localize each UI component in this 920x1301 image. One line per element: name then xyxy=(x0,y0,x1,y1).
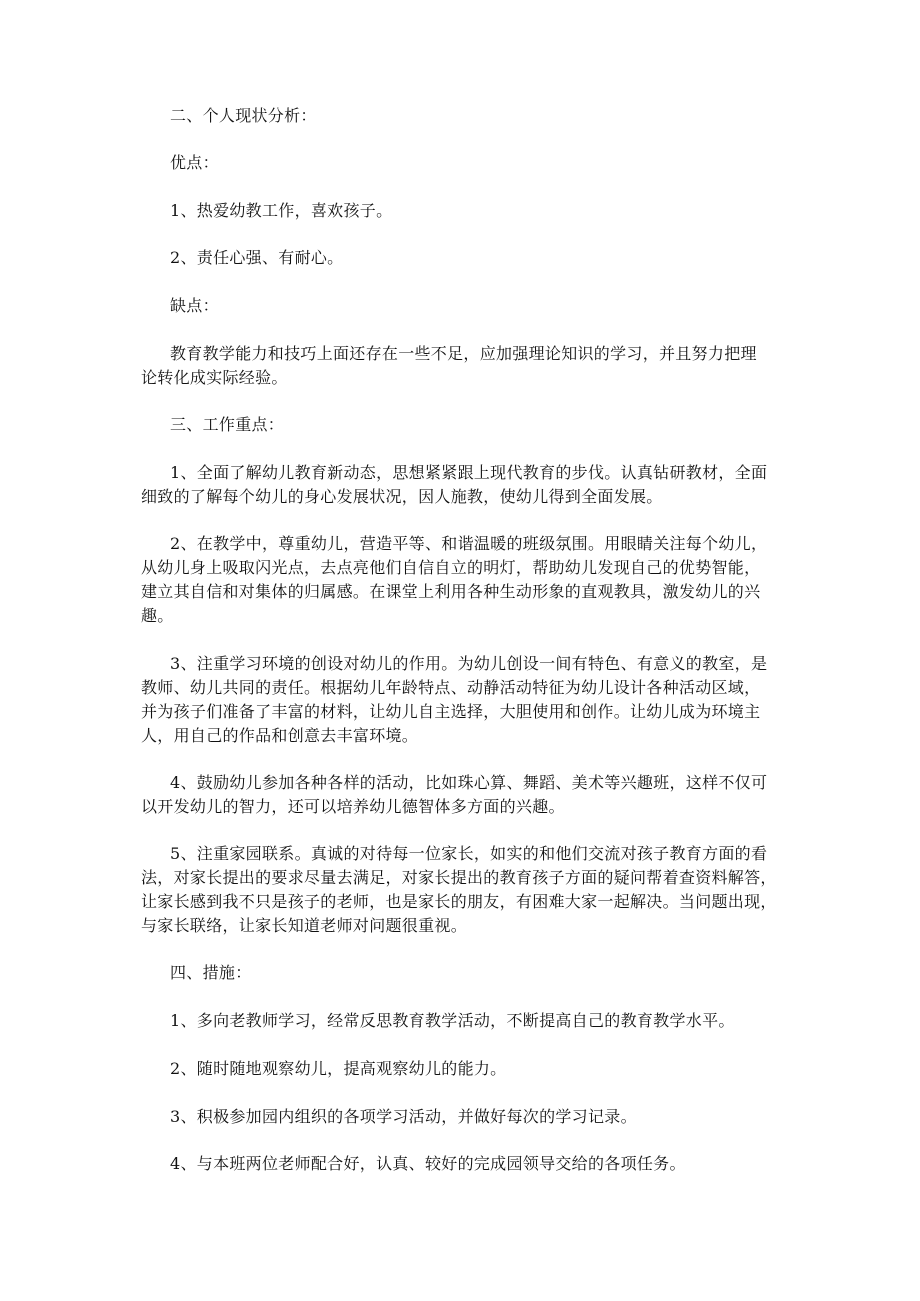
section-heading-personal-analysis: 二、个人现状分析： xyxy=(170,106,317,125)
focus-item-1: 1、全面了解幼儿教育新动态，思想紧紧跟上现代教育的步伐。认真钻研教材，全面 细致的了解每个幼儿的身心发展状况，因人施教，使幼儿得到全面发展。 xyxy=(141,463,768,506)
weaknesses-label: 缺点： xyxy=(170,296,219,315)
focus-item-3: 3、注重学习环境的创设对幼儿的作用。为幼儿创设一间有特色、有意义的教室，是 教师、幼儿共同的责任。根据幼儿年龄特点、动静活动特征为幼儿设计各种活动区域， 并为孩子们准备了丰富的材料，让幼儿自主选择，大胆使用和创作。让幼儿成为环境主 人，用自己的作品和创意去丰富环境。 xyxy=(141,654,768,745)
focus-item-4: 4、鼓励幼儿参加各种各样的活动，比如珠心算、舞蹈、美术等兴趣班，这样不仅可 以开发幼儿的智力，还可以培养幼儿德智体多方面的兴趣。 xyxy=(141,773,768,816)
focus-item-5: 5、注重家园联系。真诚的对待每一位家长，如实的和他们交流对孩子教育方面的看 法，对家长提出的要求尽量去满足，对家长提出的教育孩子方面的疑问帮着查资料解答， 让家长感到我不只是孩子的老师，也是家长的朋友，有困难大家一起解决。当问题出现， 与家长联络，让家长知道老师对问题很重视。 xyxy=(141,844,777,935)
measure-item-3: 3、积极参加园内组织的各项学习活动，并做好每次的学习记录。 xyxy=(170,1107,637,1126)
section-heading-work-focus: 三、工作重点： xyxy=(170,415,285,434)
measure-item-4: 4、与本班两位老师配合好，认真、较好的完成园领导交给的各项任务。 xyxy=(170,1154,686,1173)
strength-item-2: 2、责任心强、有耐心。 xyxy=(170,248,344,267)
strength-item-1: 1、热爱幼教工作，喜欢孩子。 xyxy=(170,201,393,220)
measure-item-1: 1、多向老教师学习，经常反思教育教学活动，不断提高自己的教育教学水平。 xyxy=(170,1011,735,1030)
measure-item-2: 2、随时随地观察幼儿，提高观察幼儿的能力。 xyxy=(170,1059,507,1078)
focus-item-2: 2、在教学中，尊重幼儿，营造平等、和谐温暖的班级氛围。用眼睛关注每个幼儿， 从幼儿身上吸取闪光点，去点亮他们自信自立的明灯，帮助幼儿发现自己的优势智能， 建立其自信和对集体的归属感。在课堂上利用各种生动形象的直观教具，激发幼儿的兴 趣。 xyxy=(141,534,768,625)
section-heading-measures: 四、措施： xyxy=(170,963,252,982)
strengths-label: 优点： xyxy=(170,153,219,172)
weakness-paragraph: 教育教学能力和技巧上面还存在一些不足，应加强理论知识的学习，并且努力把理 论转化成实际经验。 xyxy=(141,344,757,387)
